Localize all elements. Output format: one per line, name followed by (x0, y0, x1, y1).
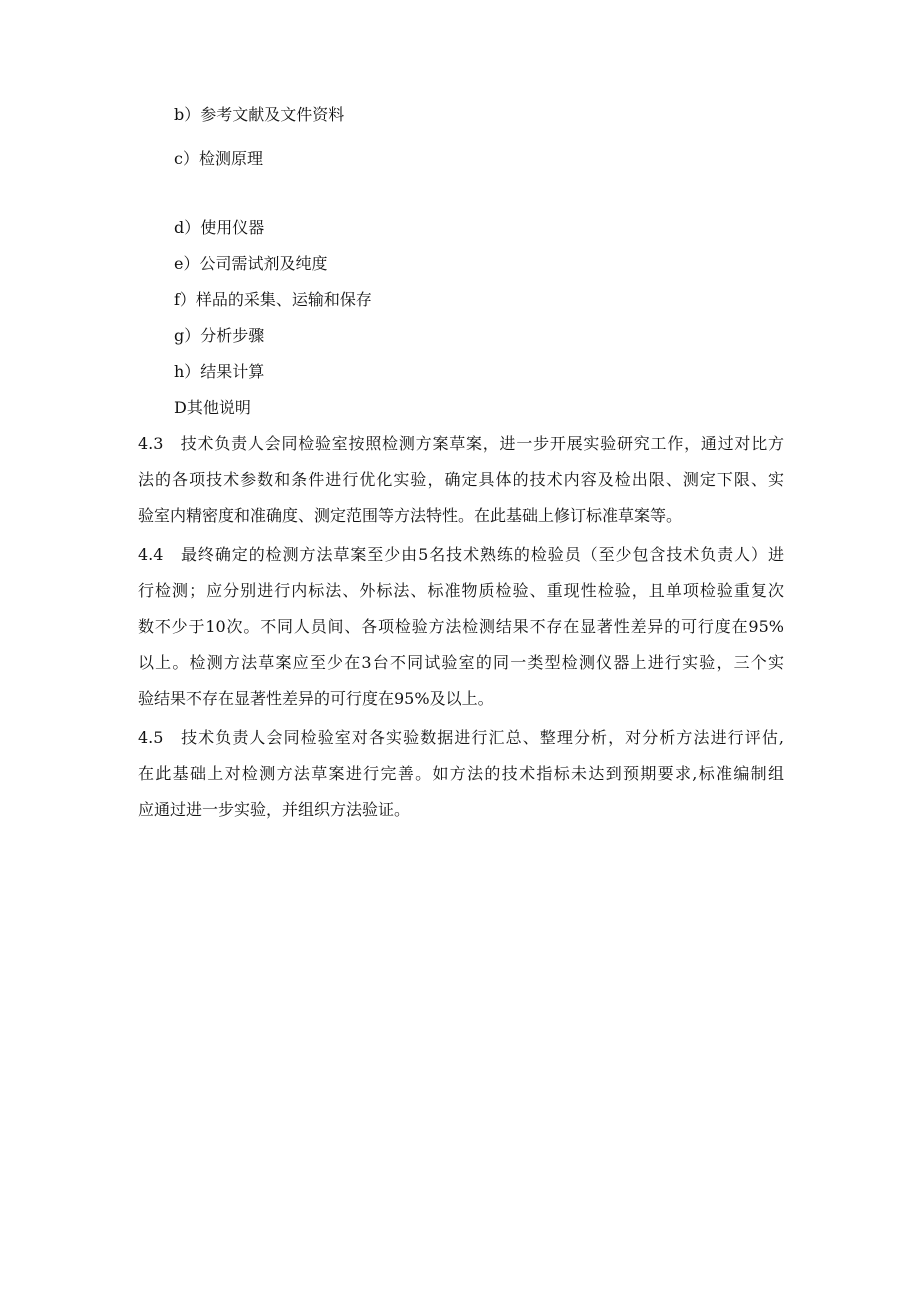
paragraph-number: 4.3 (138, 434, 164, 453)
list-item-f: f）样品的采集、运输和保存 (174, 290, 372, 309)
paragraph-line: 最终确定的检测方法草案至少由5名技术熟练的检验员（至少包含技术负责人）进 (180, 545, 784, 564)
paragraph-number: 4.5 (138, 728, 164, 747)
paragraph-4-3 (138, 434, 784, 542)
list-item-d: d）使用仪器 (174, 218, 265, 237)
paragraph-line: 行检测；应分别进行内标法、外标法、标准物质检验、重现性检验，且单项检验重复次 (138, 581, 784, 600)
paragraph-4-4 (138, 545, 784, 725)
list-item-g: g）分析步骤 (174, 326, 265, 345)
paragraph-line: 验室内精密度和准确度、测定范围等方法特性。在此基础上修订标准草案等。 (138, 506, 683, 525)
paragraph-line: 法的各项技术参数和条件进行优化实验，确定具体的技术内容及检出限、测定下限、实 (138, 470, 784, 489)
paragraph-number: 4.4 (138, 545, 164, 564)
paragraph-4-5 (138, 728, 784, 836)
paragraph-line: 应通过进一步实验，并组织方法验证。 (138, 800, 411, 819)
list-item-h: h）结果计算 (174, 362, 265, 381)
paragraph-line: 技术负责人会同检验室对各实验数据进行汇总、整理分析，对分析方法进行评估, (180, 728, 784, 747)
list-item-other: D其他说明 (174, 398, 251, 417)
list-item-b: b）参考文献及文件资料 (174, 105, 345, 124)
list-item-c: c）检测原理 (174, 149, 263, 168)
paragraph-line: 以上。检测方法草案应至少在3台不同试验室的同一类型检测仪器上进行实验，三个实 (138, 653, 784, 672)
paragraph-line: 验结果不存在显著性差异的可行度在95%及以上。 (138, 689, 494, 708)
paragraph-line: 在此基础上对检测方法草案进行完善。如方法的技术指标未达到预期要求,标准编制组 (138, 764, 784, 783)
paragraph-line: 技术负责人会同检验室按照检测方案草案，进一步开展实验研究工作，通过对比方 (180, 434, 784, 453)
paragraph-line: 数不少于10次。不同人员间、各项检验方法检测结果不存在显著性差异的可行度在95% (138, 617, 784, 636)
list-item-e: e）公司需试剂及纯度 (174, 254, 328, 273)
